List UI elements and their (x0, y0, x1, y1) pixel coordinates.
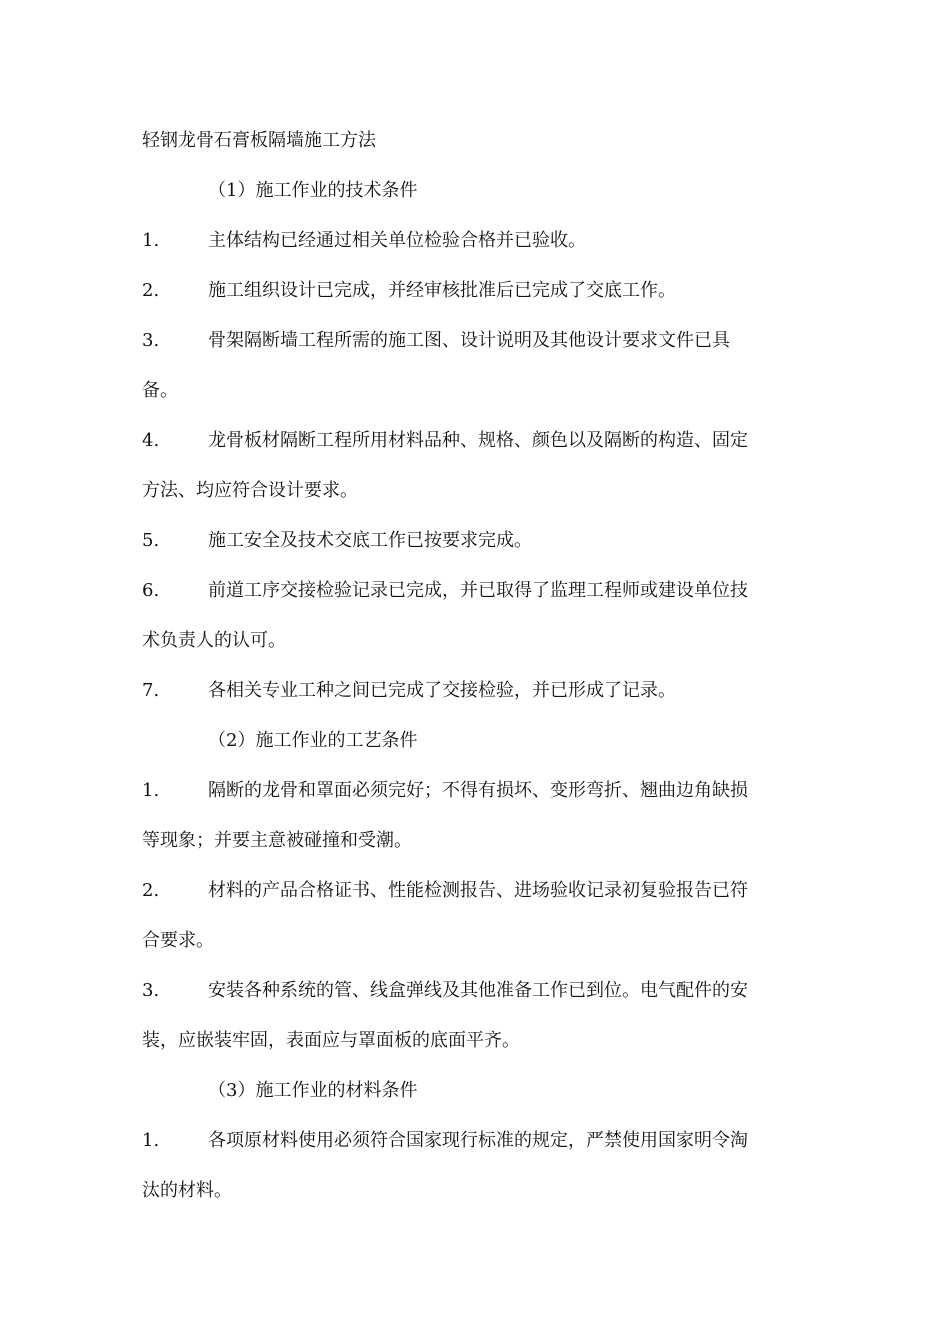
item-continuation: 汰的材料。 (142, 1180, 232, 1201)
list-item (142, 878, 822, 904)
item-text: 施工安全及技术交底工作已按要求完成。 (208, 530, 532, 551)
list-item (142, 228, 822, 254)
item-number: 1. (142, 780, 160, 801)
item-continuation: 术负责人的认可。 (142, 630, 286, 651)
list-item (142, 428, 822, 454)
item-continuation: 备。 (142, 380, 178, 401)
list-item (142, 328, 822, 354)
item-text: 安装各种系统的管、线盒弹线及其他准备工作已到位。电气配件的安 (208, 980, 748, 1001)
list-item (142, 978, 822, 1004)
item-text: 施工组织设计已完成，并经审核批准后已完成了交底工作。 (208, 280, 676, 301)
item-continuation: 方法、均应符合设计要求。 (142, 480, 358, 501)
item-text: 各项原材料使用必须符合国家现行标准的规定，严禁使用国家明令淘 (208, 1130, 748, 1151)
item-text: 前道工序交接检验记录已完成，并已取得了监理工程师或建设单位技 (208, 580, 748, 601)
section-2-heading: （2）施工作业的工艺条件 (208, 730, 418, 751)
section-1-heading: （1）施工作业的技术条件 (208, 180, 418, 201)
list-item (142, 778, 822, 804)
list-item (142, 528, 822, 554)
section-3-heading: （3）施工作业的材料条件 (208, 1080, 418, 1101)
item-number: 1. (142, 230, 160, 251)
item-number: 6. (142, 580, 160, 601)
item-number: 2. (142, 880, 160, 901)
item-number: 2. (142, 280, 160, 301)
item-number: 3. (142, 330, 160, 351)
item-number: 5. (142, 530, 160, 551)
document-title: 轻钢龙骨石膏板隔墙施工方法 (142, 130, 376, 151)
item-number: 1. (142, 1130, 160, 1151)
item-number: 3. (142, 980, 160, 1001)
list-item (142, 578, 822, 604)
item-text: 材料的产品合格证书、性能检测报告、进场验收记录初复验报告已符 (208, 880, 748, 901)
list-item (142, 278, 822, 304)
item-text: 骨架隔断墙工程所需的施工图、设计说明及其他设计要求文件已具 (208, 330, 730, 351)
item-continuation: 装，应嵌装牢固，表面应与罩面板的底面平齐。 (142, 1030, 520, 1051)
list-item (142, 678, 822, 704)
list-item (142, 1128, 822, 1154)
item-number: 4. (142, 430, 160, 451)
item-text: 龙骨板材隔断工程所用材料品种、规格、颜色以及隔断的构造、固定 (208, 430, 748, 451)
item-text: 隔断的龙骨和罩面必须完好；不得有损坏、变形弯折、翘曲边角缺损 (208, 780, 748, 801)
item-continuation: 合要求。 (142, 930, 214, 951)
item-number: 7. (142, 680, 160, 701)
item-continuation: 等现象；并要主意被碰撞和受潮。 (142, 830, 412, 851)
item-text: 主体结构已经通过相关单位检验合格并已验收。 (208, 230, 586, 251)
item-text: 各相关专业工种之间已完成了交接检验，并已形成了记录。 (208, 680, 676, 701)
